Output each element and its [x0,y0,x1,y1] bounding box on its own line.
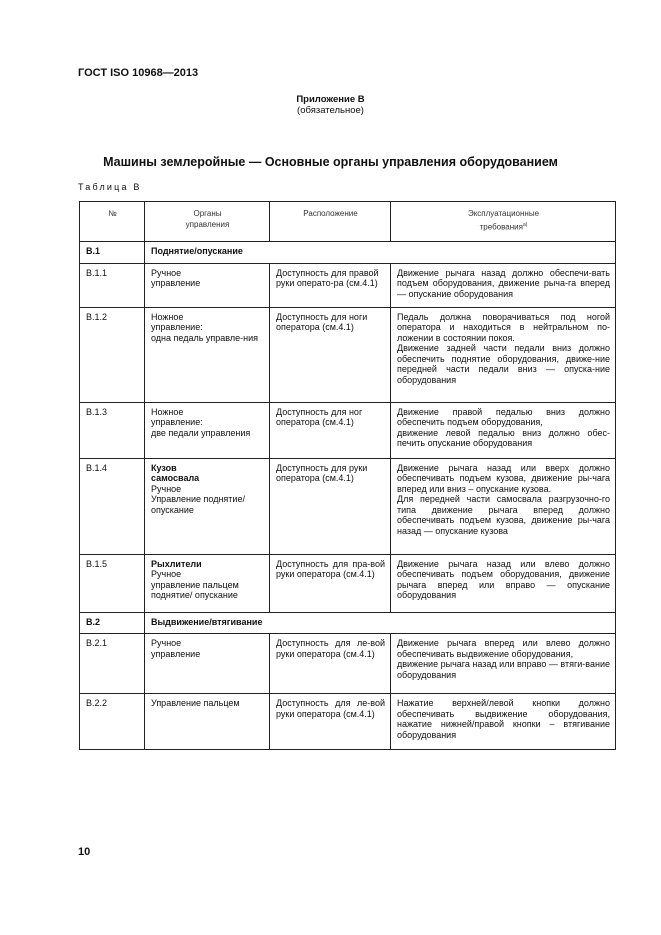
table-row [80,307,616,402]
table-row [80,634,616,694]
section-title: Поднятие/опускание [145,242,616,264]
row-location: Доступность для ноги оператора (см.4.1) [270,307,391,402]
annex-title: Приложение В [296,94,365,105]
table-label: Таблица В [78,182,142,192]
row-location: Доступность для пра-вой руки оператора (см.4.1) [270,554,391,612]
header-requirements [391,202,616,242]
controls-line: Ручное [151,638,182,648]
controls-line: Ножное [151,311,184,322]
annex-status: (обязательное) [297,105,364,116]
row-code: В.1.3 [80,402,145,458]
row-requirements [391,263,616,307]
section-title: Выдвижение/втягивание [145,612,616,634]
row-code: В.1.4 [80,458,145,554]
page-number: 10 [78,846,91,858]
controls-table [79,201,616,750]
row-code: В.2.1 [80,634,145,694]
row-requirements [391,307,616,402]
document-standard-header: ГОСТ ISO 10968—2013 [78,67,199,79]
header-controls [145,202,270,242]
row-code: В.1.5 [80,554,145,612]
row-requirements [391,634,616,694]
header-controls-line1: Органы [193,209,222,218]
row-controls [145,307,270,402]
controls-line: одна педаль управле-ния [151,332,258,343]
section-row [80,242,616,264]
table-header-row [80,202,616,242]
requirements-text: Нажатие верхней/левой кнопки должно обеспечивать выдвижение оборудования, нажатие нижней/правой кнопки – втягивание оборудования [397,698,610,740]
controls-line: Ручное [151,267,182,278]
annex-heading [0,94,661,116]
row-location: Доступность для ле-вой руки оператора (см.4.1) [270,694,391,750]
table-row [80,263,616,307]
row-location: Доступность для правой руки операто-ра (см.4.1) [270,263,391,307]
controls-line: управление: [151,417,203,427]
row-requirements [391,458,616,554]
requirements-text: Движение задней части педали вниз должно обеспечить поднятие оборудования, движе-ние передней части педали вниз — опуска-ние оборудования [397,343,610,385]
header-requirements-footnote: а) [522,221,528,228]
controls-line: управление: [151,322,203,332]
requirements-text: Для передней части самосвала разгрузочно-го типа движение рычага вперед должно обеспечивать подъем кузова, движение ры-чага назад — опускание кузова [397,494,610,536]
controls-line: две педали управления [151,427,251,438]
controls-line: управление пальцем поднятие/ опускание [151,579,239,600]
row-controls [145,402,270,458]
row-requirements [391,554,616,612]
row-location: Доступность для руки оператора (см.4.1) [270,458,391,554]
controls-line: Управление пальцем [151,698,240,708]
header-num: № [80,202,145,242]
row-controls [145,263,270,307]
requirements-text: движение рычага назад или вправо — втяги-вание оборудования [397,659,610,680]
row-code: В.1.1 [80,263,145,307]
row-requirements [391,694,616,750]
row-controls [145,634,270,694]
row-code: В.1.2 [80,307,145,402]
section-row [80,612,616,634]
row-requirements [391,402,616,458]
requirements-text: движение левой педалью вниз должно обес-печить опускание оборудования [397,427,610,448]
controls-bold-line: Кузов [151,462,177,473]
table-row [80,458,616,554]
requirements-text: Движение рычага назад или влево должно обеспечивать подъем оборудования, движение рычага вперед или вправо — опускание оборудования [397,558,610,600]
controls-line: Ручное [151,569,182,579]
requirements-text: Движение рычага назад должно обеспечи-вать подъем оборудования, движение рыча-га вперед — опускание оборудования [397,267,610,299]
table-row [80,554,616,612]
controls-line: управление [151,278,201,288]
header-requirements-line2: требования [479,222,523,232]
controls-line: Управление поднятие/ опускание [151,494,245,515]
controls-line: управление [151,648,201,659]
requirements-text: Движение рычага вперед или влево должно обеспечивать выдвижение оборудования, [397,638,610,659]
controls-line: Ножное [151,406,184,417]
table-row [80,402,616,458]
header-location: Расположение [270,202,391,242]
section-code: В.2 [80,612,145,634]
controls-line: Ручное [151,483,182,494]
row-controls [145,554,270,612]
row-controls [145,458,270,554]
requirements-text: Движение рычага назад или вверх должно обеспечивать подъем кузова, движение ры-чага вперед или вниз – опускание кузова. [397,462,610,494]
header-requirements-line1: Эксплуатационные [467,209,540,218]
controls-bold-line: самосвала [151,473,200,483]
header-controls-line2: управления [185,219,230,229]
row-code: В.2.2 [80,694,145,750]
row-controls [145,694,270,750]
table-row [80,694,616,750]
section-code: В.1 [80,242,145,264]
requirements-text: Движение правой педалью вниз должно обеспечить подъем оборудования, [397,406,610,427]
requirements-text: Педаль должна поворачиваться под ногой оператора и находиться в нейтральном по-ложении в состоянии покоя. [397,311,610,343]
row-location: Доступность для ног оператора (см.4.1) [270,402,391,458]
row-location: Доступность для ле-вой руки оператора (см.4.1) [270,634,391,694]
controls-bold-line: Рыхлители [151,558,202,569]
page-title: Машины землеройные — Основные органы управления оборудованием [103,155,558,169]
